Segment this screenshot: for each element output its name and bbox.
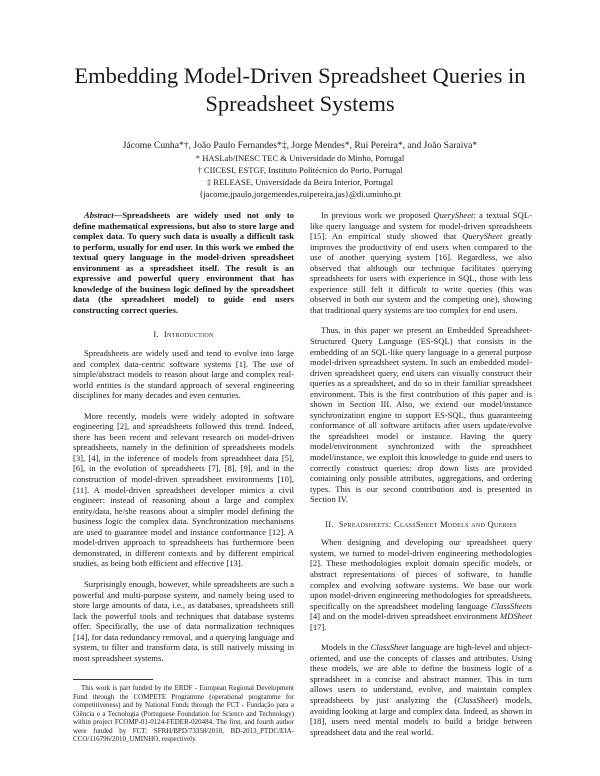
affiliation-haslab: * HASLab/INESC TEC & Universidade do Minho, Portugal [195,153,405,163]
left-column [73,210,294,663]
funding-footnote [73,684,294,744]
term-classsheet: ClassSheet [457,694,495,705]
author-emails: {jacome,jpaulo,jorgemendes,ruipereira,jas}@di.uminho.pt [199,189,401,199]
section-heading-introduction [73,329,294,340]
section-number: II. [325,518,334,529]
body-paragraph: Models in the ClassSheet language are high-level and object-oriented, and use the concepts of classes and attributes. Using these models, we are able to define the business logic of a spreadsheet in a concise and abstract manner. This in turn allows users to understand, evolve, and maintain complex spreadsheets by just analyzing the (ClassSheet) models, avoiding looking at large and complex data. Indeed, as shown in [18], users need mental models to build a bridge between spreadsheet data and the real world. [310,642,533,737]
body-paragraph: In previous work we proposed QuerySheet: a textual SQL-like query language and system for model-driven spreadsheets [15]. An empirical study showed that QuerySheet greatly improves the productivity of end users when compared to the use of another querying system [16]. Regardless, we also observed that although our technique facilitates querying spreadsheets for users with experience in SQL, those with less experience still felt it difficult to write queries (this was observed in both our system and the competing one), showing that traditional query systems are too complex for end users. [310,210,532,315]
body-paragraph: When designing and developing our spreadsheet query system, we turned to model-driven engineering methodologies [2]. These methodologies exploit domain specific models, or abstract representations of pieces of software, to handle complex and evolving software systems. We base our work upon model-driven engineering methodologies for spreadsheets, specifically on the spreadsheet modeling language ClassSheets [4] and on the model-driven spreadsheet environment MDSheet [17]. [310,537,532,632]
footnote-text: This work is part funded by the ERDF - European Regional Development Fund through the COMPETE Programme (operational programme for competitiveness) and by National Funds through the FCT - Fundação para a Ciência e a Tecnologia (Portuguese Foundation for Science and Technology) within project FCOMP-01-0124-FEDER-020484. The first, and fourth author were funded by FCT: SFRH/BPD/73358/2010, BD-2013_PTDC/EIA-CCO/116796/2010_UMINHO, respectively. [73,684,294,744]
paper-title: Embedding Model-Driven Spreadsheet Queries in Spreadsheet Systems [74,63,526,116]
term-querysheet: QuerySheet [433,210,474,220]
affiliation-ciicesi: † CIICESI, ESTGF, Instituto Politécnico do Porto, Portugal [197,165,403,175]
section-title: Introduction [163,329,214,340]
abstract-label: Abstract [84,210,114,220]
term-querysheet: QuerySheet [462,231,503,242]
body-paragraph: Thus, in this paper we present an Embedded Spreadsheet-Structured Query Language (ES-SQL) that consists in the embedding of an SQL-like query language in a general purpose model-driven spreadsheet system. In such an embedded model-driven spreadsheet query, end users can visually construct their queries as a spreadsheet, and do so in their familiar spreadsheet environment. This is the first contribution of this paper and is shown in Section III. Also, we extend our model/instance synchronization engine to support ES-SQL, thus guaranteeing conformance of all software artifacts after users update/evolve the spreadsheet model or instance. Having the query model/environment synchronized with the spreadsheet model/instance, we exploit this knowledge to guide end users to correctly construct queries: drop down lists are provided containing only possible attributes, aggregations, and ordering types. This is our second contribution and is presented in Section IV. [310,325,532,505]
author-list: Jácome Cunha*†, João Paulo Fernandes*‡, Jorge Mendes*, Rui Pereira*, and João Saraiva* [122,140,478,151]
section-heading-classsheet: II. Spreadsheets: ClassSheet Models and Queries [325,518,517,529]
right-column [310,210,532,737]
footnote-divider [73,679,153,680]
term-classsheets: ClassSheets [490,600,532,611]
affiliation-release: ‡ RELEASE, Universidade da Beira Interior, Portugal [206,177,394,187]
abstract [73,210,294,315]
term-mdsheet: MDSheet [500,611,532,622]
intro-paragraph: Surprisingly enough, however, while spreadsheets are such a powerful and multi-purpose system, and namely being used to store large amounts of data, i.e., as databases, spreadsheets still lack the powerful tools and techniques that database systems offer. Specifically, the use of data normalization techniques [14], for data redundancy removal, and a querying language and system, to filter and transform data, is still natively missing in most spreadsheet systems. [73,578,294,663]
section-number: I. [153,329,159,340]
intro-paragraph: More recently, models were widely adopted in software engineering [2], and spreadsheets followed this trend. Indeed, there has been recent and relevant research on model-driven spreadsheets, namely in the definition of spreadsheets models [3], [4], in the inference of models from spreadsheet data [5], [6], in the evolution of spreadsheets [7], [8], [9], and in the construction of model-driven spreadsheet environments [10], [11]. A model-driven spreadsheet developer mimics a civil engineer: instead of reasoning about a large and complex entity/data, he/she reasons about a simpler model defining the business logic the complex data. Synchronization mechanisms are used to guarantee model and instance conformance [12]. A model-driven approach to spreadsheets has furthermore been demonstrated, in different contexts and by different empirical studies, as being both efficient and effective [13]. [73,410,294,569]
intro-paragraph: Spreadsheets are widely used and tend to evolve into large and complex data-centric software systems [1]. The use of simple/abstract models to reason about large and complex real-world entities is the standard approach of several engineering disciplines for many decades and even centuries. [73,348,294,401]
abstract-text: —Spreadsheets are widely used not only to define mathematical expressions, but also to store large and complex data. To query such data is usually a difficult task to perform, usually for end user. In this work we embed the textual query language in the model-driven spreadsheet environment as a spreadsheet itself. The result is an expressive and powerful query environment that has knowledge of the business logic defined by the spreadsheet data (the spreadsheet model) to guide end users constructing correct queries. [73,210,294,315]
term-classsheet: ClassSheet [370,642,409,653]
